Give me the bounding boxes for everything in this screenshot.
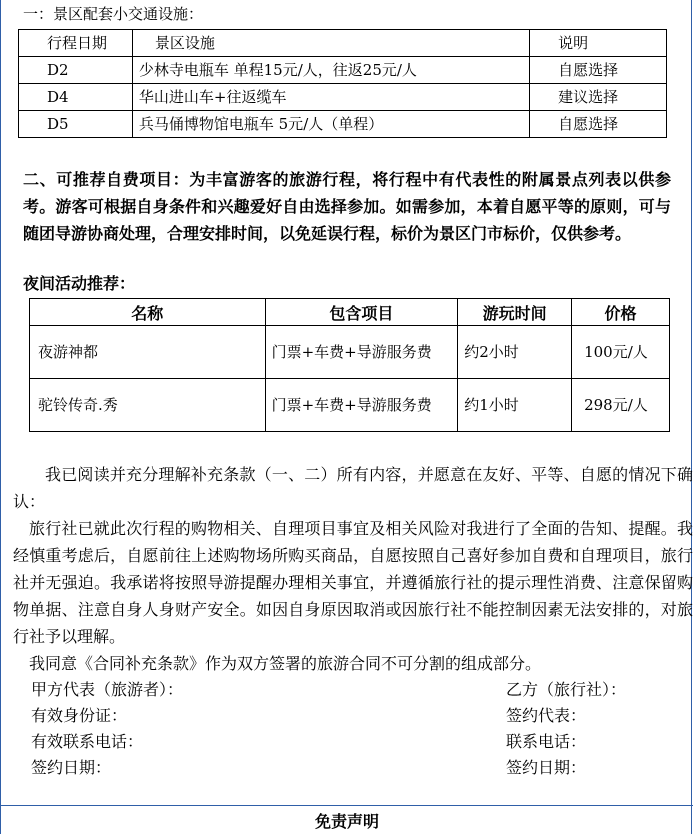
row-duration: 约1小时 <box>458 379 572 432</box>
table-row <box>30 379 670 432</box>
party-b-date-label: 签约日期： <box>506 758 587 777</box>
party-b-signature-block <box>506 677 626 781</box>
night-activity-table <box>29 298 670 432</box>
row-note: 自愿选择 <box>530 111 667 138</box>
row-duration: 约2小时 <box>458 326 572 379</box>
row-day: D5 <box>19 111 133 138</box>
row-name: 驼铃传奇.秀 <box>30 379 266 432</box>
declaration-p3: 我同意《合同补充条款》作为双方签署的旅游合同不可分割的组成部分。 <box>29 654 542 673</box>
row-includes: 门票+车费+导游服务费 <box>265 326 458 379</box>
page-divider <box>1 805 693 806</box>
row-facility: 少林寺电瓶车 单程15元/人，往返25元/人 <box>132 57 529 84</box>
header-date: 行程日期 <box>19 30 133 57</box>
header-note: 说明 <box>530 30 667 57</box>
row-includes: 门票+车费+导游服务费 <box>265 379 458 432</box>
header-duration: 游玩时间 <box>458 299 572 326</box>
row-facility: 兵马俑博物馆电瓶车 5元/人（单程） <box>132 111 529 138</box>
party-a-date-label: 签约日期： <box>31 758 112 777</box>
party-b-phone-label: 联系电话： <box>506 732 587 751</box>
party-a-signature-block <box>31 677 183 781</box>
disclaimer-title: 免责声明 <box>314 812 379 831</box>
night-activity-title: 夜间活动推荐： <box>23 274 136 293</box>
party-a-id-label: 有效身份证： <box>31 706 128 725</box>
table-row <box>19 84 667 111</box>
header-includes: 包含项目 <box>265 299 458 326</box>
declaration-p2: 旅行社已就此次行程的购物相关、自理项目事宜及相关风险对我进行了全面的告知、提醒。我经慎重考虑后，自愿前往上述购物场所购买商品，自愿按照自己喜好参加自费和自理项目，旅行社并无强迫。我承诺将按照导游提醒办理相关事宜，并遵循旅行社的提示理性消费、注意保留购物单据、注意自身人身财产安全。如因自身原因取消或因旅行社不能控制因素无法安排的，对旅行社予以理解。 <box>13 519 693 646</box>
table-header-row <box>30 299 670 326</box>
table-row <box>30 326 670 379</box>
table-header-row <box>19 30 667 57</box>
optional-items-paragraph: 二、可推荐自费项目：为丰富游客的旅游行程，将行程中有代表性的附属景点列表以供参考。游客可根据自身条件和兴趣爱好自由选择参加。如需参加，本着自愿平等的原则，可与随团导游协商处理，合理安排时间，以免延误行程，标价为景区门市标价，仅供参考。 <box>23 170 671 243</box>
row-day: D4 <box>19 84 133 111</box>
row-note: 自愿选择 <box>530 57 667 84</box>
row-facility: 华山进山车+往返缆车 <box>132 84 529 111</box>
party-b-rep-label: 签约代表： <box>506 706 587 725</box>
row-price: 100元/人 <box>572 326 670 379</box>
row-price: 298元/人 <box>572 379 670 432</box>
table-row <box>19 57 667 84</box>
party-a-phone-label: 有效联系电话： <box>31 732 144 751</box>
declaration <box>13 461 693 677</box>
party-b-agency-label: 乙方（旅行社）： <box>506 680 627 699</box>
header-facility: 景区设施 <box>132 30 529 57</box>
header-name: 名称 <box>30 299 266 326</box>
row-note: 建议选择 <box>530 84 667 111</box>
table-row <box>19 111 667 138</box>
declaration-p1: 我已阅读并充分理解补充条款（一、二）所有内容，并愿意在友好、平等、自愿的情况下确认： <box>13 465 693 511</box>
section1-title: 一：景区配套小交通设施： <box>23 5 204 23</box>
header-price: 价格 <box>572 299 670 326</box>
row-name: 夜游神都 <box>30 326 266 379</box>
row-day: D2 <box>19 57 133 84</box>
party-a-rep-label: 甲方代表（旅游者）： <box>31 680 184 699</box>
transport-table <box>18 29 667 138</box>
